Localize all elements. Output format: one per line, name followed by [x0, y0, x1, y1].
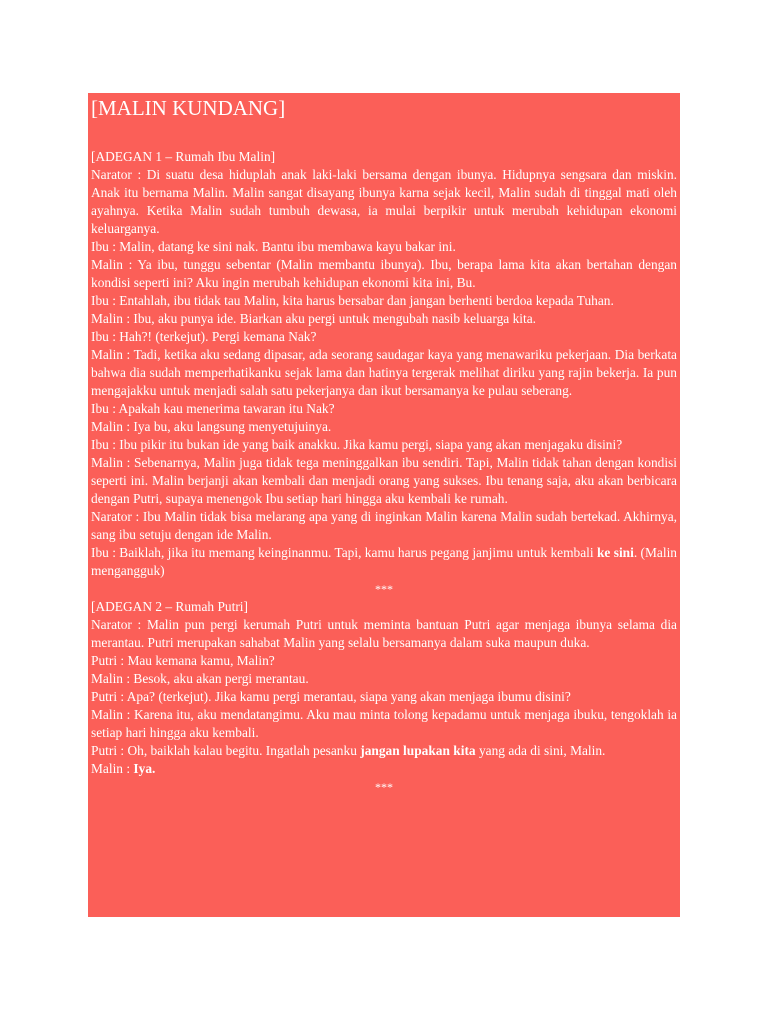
- scene-2-heading: [ADEGAN 2 – Rumah Putri]: [91, 599, 248, 614]
- dialogue-line: Malin : Ya ibu, tunggu sebentar (Malin membantu ibunya). Ibu, berapa lama kita akan bertahan dengan kondisi seperti ini? Aku ingin merubah kehidupan ekonomi kita ini, Bu.: [91, 257, 677, 290]
- dialogue-line: Ibu : Hah?! (terkejut). Pergi kemana Nak?: [91, 329, 317, 344]
- script-content: [91, 148, 677, 796]
- dialogue-line: [91, 544, 677, 580]
- scene-1-heading: [ADEGAN 1 – Rumah Ibu Malin]: [91, 149, 276, 164]
- dialogue-line: Narator : Di suatu desa hiduplah anak laki-laki bersama dengan ibunya. Hidupnya sengsara dan miskin. Anak itu bernama Malin. Malin sangat disayang ibunya karna sejak kecil, Malin sudah di tinggal mati oleh ayahnya. Ketika Malin sudah tumbuh dewasa, ia mulai berpikir untuk merubah kehidupan ekonomi keluarganya.: [91, 167, 677, 236]
- line-text: Ibu : Baiklah, jika itu memang keinginanmu. Tapi, kamu harus pegang janjimu untuk kembali: [91, 545, 597, 560]
- dialogue-line: Ibu : Entahlah, ibu tidak tau Malin, kita harus bersabar dan jangan berhenti berdoa kepada Tuhan.: [91, 293, 614, 308]
- bold-text: ke sini: [596, 545, 634, 560]
- dialogue-line: Malin : Karena itu, aku mendatangimu. Aku mau minta tolong kepadamu untuk menjaga ibuku, tengoklah ia setiap hari hingga aku kembali.: [91, 707, 677, 740]
- line-text: Putri : Oh, baiklah kalau begitu. Ingatlah pesanku: [91, 743, 361, 758]
- dialogue-line: Putri : Mau kemana kamu, Malin?: [91, 653, 275, 668]
- bold-text: Iya.: [133, 761, 156, 776]
- dialogue-line: Ibu : Apakah kau menerima tawaran itu Nak?: [91, 401, 335, 416]
- dialogue-line: Ibu : Malin, datang ke sini nak. Bantu ibu membawa kayu bakar ini.: [91, 239, 456, 254]
- dialogue-line: Malin : Besok, aku akan pergi merantau.: [91, 671, 309, 686]
- dialogue-line: [91, 742, 677, 760]
- document-page: [88, 93, 680, 917]
- dialogue-line: [91, 760, 677, 778]
- dialogue-line: Malin : Sebenarnya, Malin juga tidak tega meninggalkan ibu sendiri. Tapi, Malin tidak tahan dengan kondisi seperti ini. Malin berjanji akan kembali dan menjadi orang yang sukses. Ibu tenang saja, aku akan berbicara dengan Putri, supaya menengok Ibu setiap hari hingga aku kembali ke rumah.: [91, 455, 677, 506]
- document-title: [MALIN KUNDANG]: [91, 96, 286, 120]
- bold-text: jangan lupakan kita: [360, 743, 476, 758]
- scene-separator: ***: [375, 780, 393, 794]
- dialogue-line: Putri : Apa? (terkejut). Jika kamu pergi merantau, siapa yang akan menjaga ibumu disini?: [91, 689, 571, 704]
- dialogue-line: Malin : Ibu, aku punya ide. Biarkan aku pergi untuk mengubah nasib keluarga kita.: [91, 311, 537, 326]
- line-text: . (Malin mengangguk): [91, 545, 678, 578]
- dialogue-line: Narator : Ibu Malin tidak bisa melarang apa yang di inginkan Malin karena Malin sudah bertekad. Akhirnya, sang ibu setuju dengan ide Malin.: [91, 509, 677, 542]
- line-text: Malin :: [91, 761, 134, 776]
- dialogue-line: Ibu : Ibu pikir itu bukan ide yang baik anakku. Jika kamu pergi, siapa yang akan menjagaku disini?: [91, 437, 623, 452]
- line-text: yang ada di sini, Malin.: [475, 743, 606, 758]
- dialogue-line: Malin : Iya bu, aku langsung menyetujuinya.: [91, 419, 332, 434]
- scene-separator: ***: [375, 582, 393, 596]
- dialogue-line: Narator : Malin pun pergi kerumah Putri untuk meminta bantuan Putri agar menjaga ibunya selama dia merantau. Putri merupakan sahabat Malin yang selalu bersamanya dalam suka maupun duka.: [91, 617, 677, 650]
- dialogue-line: Malin : Tadi, ketika aku sedang dipasar, ada seorang saudagar kaya yang menawariku pekerjaan. Dia berkata bahwa dia sudah memperhatikanku sejak lama dan hatinya tergerak melihat diriku yang rajin bekerja. Ia pun mengajakku untuk menjadi salah satu pekerjanya dan ikut bersamanya ke pulau seberang.: [91, 347, 677, 398]
